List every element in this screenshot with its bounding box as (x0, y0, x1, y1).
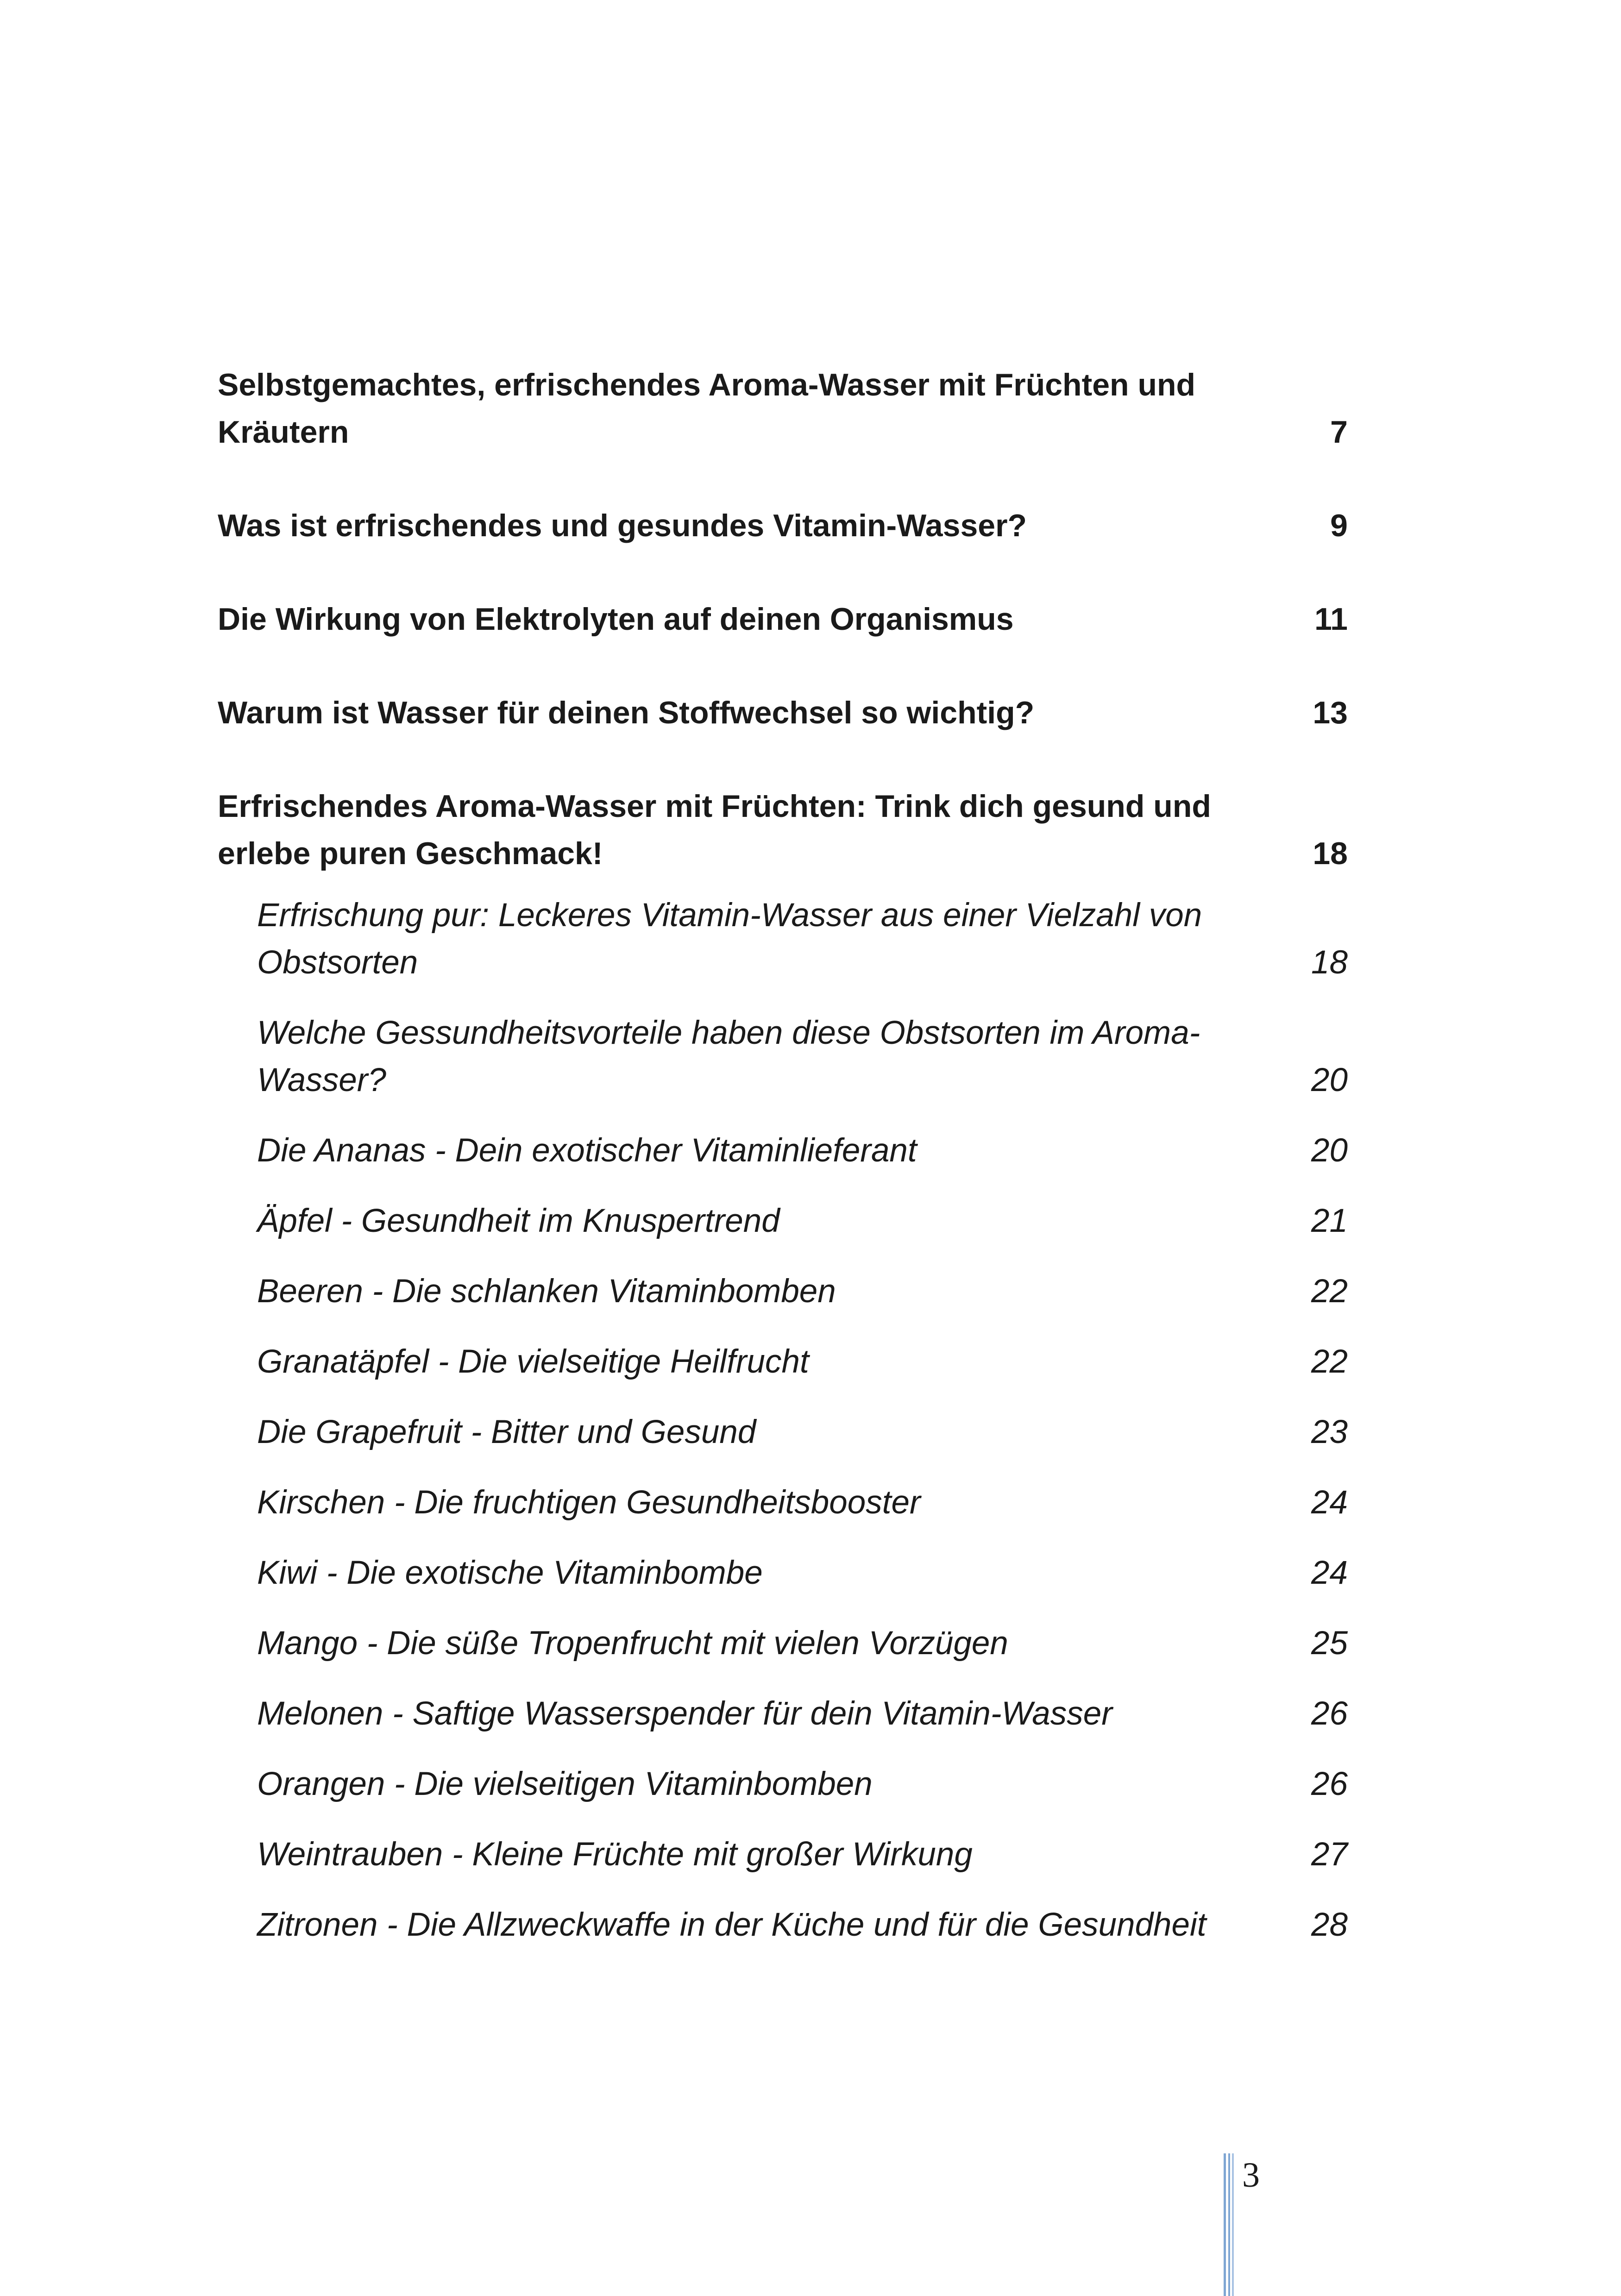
toc-subentry-page: 28 (1311, 1907, 1348, 1943)
toc-subentry[interactable] (218, 892, 1348, 986)
toc-subentry-title: Die Grapefruit - Bitter und Gesund (257, 1414, 756, 1450)
toc-subentry[interactable] (218, 1761, 1348, 1808)
toc-subentry[interactable] (218, 1338, 1348, 1386)
toc-subentry-title: Äpfel - Gesundheit im Knuspertrend (257, 1203, 780, 1239)
footer-border-line (1232, 2153, 1234, 2296)
footer-border-line (1228, 2153, 1230, 2296)
toc-subentry-title: Kirschen - Die fruchtigen Gesundheitsbooster (257, 1484, 921, 1521)
toc-subentry-page: 26 (1311, 1766, 1348, 1802)
toc-subentry[interactable] (218, 1831, 1348, 1878)
toc-entry-page: 11 (1314, 602, 1348, 637)
toc-subentry-page: 24 (1311, 1484, 1348, 1521)
toc-subentry-title: Kiwi - Die exotische Vitaminbombe (257, 1555, 763, 1591)
toc-subentry-page: 21 (1311, 1203, 1348, 1239)
footer-border-line (1224, 2153, 1226, 2296)
toc-subentry[interactable] (218, 1901, 1348, 1949)
toc-subentry-page: 26 (1311, 1695, 1348, 1732)
toc-subentry[interactable] (218, 1268, 1348, 1315)
toc-entry-page: 7 (1330, 414, 1348, 450)
toc-entry[interactable] (218, 502, 1348, 549)
toc-subentry-page: 25 (1311, 1625, 1348, 1662)
toc-subentry[interactable] (218, 1620, 1348, 1667)
toc-subentry-page: 24 (1311, 1555, 1348, 1591)
toc-subentry[interactable] (218, 1127, 1348, 1174)
toc-subentry-title: Zitronen - Die Allzweckwaffe in der Küche und für die Gesundheit (257, 1907, 1206, 1943)
toc-subentry-title: Welche Gessundheitsvorteile haben diese Obstsorten im Aroma- Wasser? (257, 1015, 1200, 1098)
toc-subentry-page: 22 (1311, 1273, 1348, 1310)
toc-entry-title: Was ist erfrischendes und gesundes Vitamin-Wasser? (218, 508, 1027, 543)
page-number: 3 (1242, 2156, 1260, 2195)
toc-entry[interactable] (218, 361, 1348, 456)
toc-subentry-page: 27 (1311, 1836, 1348, 1873)
toc-subentry[interactable] (218, 1479, 1348, 1526)
toc-entry[interactable] (218, 783, 1348, 877)
toc-subentry-title: Erfrischung pur: Leckeres Vitamin-Wasser aus einer Vielzahl von Obstsorten (257, 897, 1202, 981)
toc-subentry-title: Orangen - Die vielseitigen Vitaminbomben (257, 1766, 873, 1802)
toc-subentry-title: Mango - Die süße Tropenfrucht mit vielen Vorzügen (257, 1625, 1008, 1662)
toc-subentry-page: 23 (1311, 1414, 1348, 1450)
toc-subentry-page: 18 (1311, 944, 1348, 981)
toc-subentry-title: Beeren - Die schlanken Vitaminbomben (257, 1273, 836, 1310)
toc-entry[interactable] (218, 596, 1348, 643)
toc-entry-page: 9 (1330, 508, 1348, 543)
page-footer (1224, 2153, 1279, 2296)
toc-entry-title: Erfrischendes Aroma-Wasser mit Früchten: Trink dich gesund und erlebe puren Geschmack! (218, 789, 1211, 871)
toc-entry[interactable] (218, 689, 1348, 736)
toc-subentry-title: Granatäpfel - Die vielseitige Heilfrucht (257, 1343, 809, 1380)
toc-subentry-page: 20 (1311, 1132, 1348, 1169)
toc-subentry[interactable] (218, 1409, 1348, 1456)
toc-subentry[interactable] (218, 1010, 1348, 1104)
toc-subentry[interactable] (218, 1198, 1348, 1245)
toc-entry-title: Warum ist Wasser für deinen Stoffwechsel so wichtig? (218, 695, 1035, 730)
toc-entry-title: Die Wirkung von Elektrolyten auf deinen Organismus (218, 602, 1014, 637)
toc-subentry-title: Melonen - Saftige Wasserspender für dein Vitamin-Wasser (257, 1695, 1112, 1732)
toc-subentry[interactable] (218, 1549, 1348, 1597)
toc-subentry[interactable] (218, 1690, 1348, 1738)
toc-subentry-title: Die Ananas - Dein exotischer Vitaminlieferant (257, 1132, 917, 1169)
toc-entry-title: Selbstgemachtes, erfrischendes Aroma-Wasser mit Früchten und Kräutern (218, 367, 1196, 450)
toc-subentry-page: 20 (1311, 1062, 1348, 1098)
table-of-contents (218, 361, 1348, 1972)
toc-entry-page: 18 (1313, 836, 1348, 871)
toc-subentry-page: 22 (1311, 1343, 1348, 1380)
toc-subentry-title: Weintrauben - Kleine Früchte mit großer Wirkung (257, 1836, 973, 1873)
toc-entry-page: 13 (1313, 695, 1348, 730)
